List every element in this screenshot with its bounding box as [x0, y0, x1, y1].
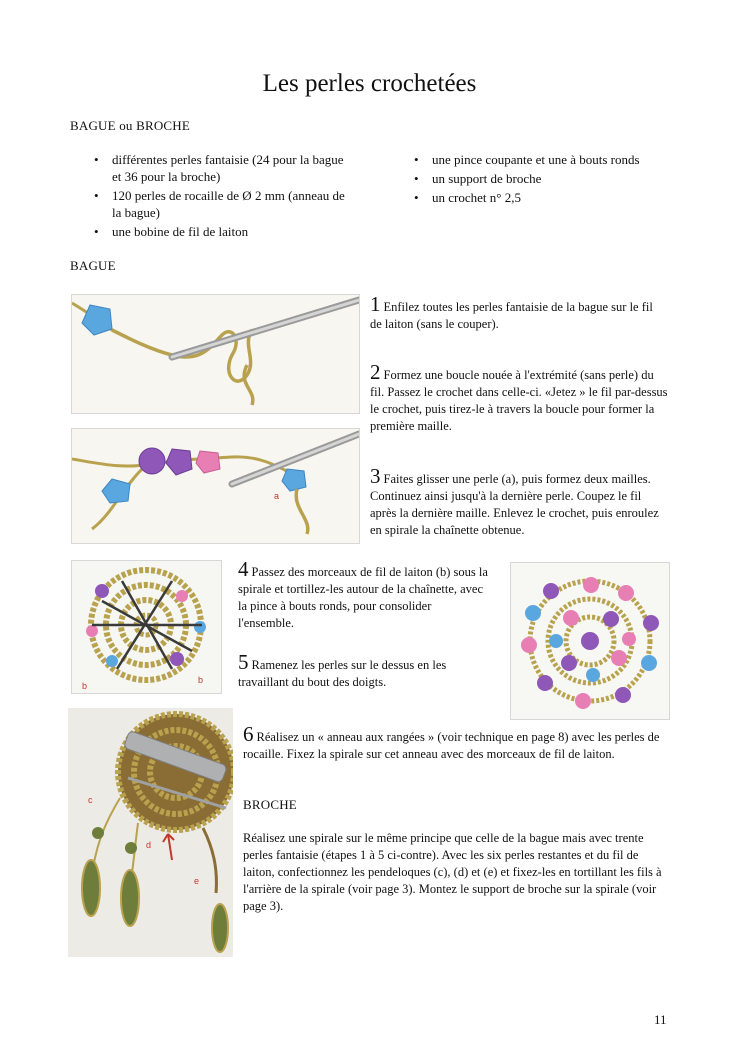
section-heading-broche: BROCHE	[243, 797, 297, 812]
label-a: a	[274, 491, 280, 501]
label-d: d	[146, 840, 152, 850]
step-number: 4	[238, 557, 249, 581]
figure-step-2-3	[71, 428, 360, 544]
step-text: Enfilez toutes les perles fantaisie de la bague sur le fil de laiton (sans le couper).	[370, 300, 653, 331]
step-text: Ramenez les perles sur le dessus en les travaillant du bout des doigts.	[238, 658, 447, 689]
step-number: 5	[238, 650, 249, 674]
figure-step-1	[71, 294, 360, 414]
step-number: 3	[370, 464, 381, 488]
material-item: • 120 perles de rocaille de Ø 2 mm (anneau de la bague)	[90, 187, 355, 221]
step-4	[238, 557, 488, 632]
label-b: b	[82, 681, 88, 691]
step-text: Passez des morceaux de fil de laiton (b) sous la spirale et tortillez-les autour de la chaînette, avec la pince à bouts ronds, pour consolider l'ensemble.	[238, 565, 488, 630]
figure-step-5	[510, 562, 670, 720]
step-3	[370, 464, 665, 539]
figure-broche	[68, 708, 233, 957]
label-e: e	[194, 876, 200, 886]
label-b: b	[198, 675, 204, 685]
step-5	[238, 650, 488, 691]
section-heading-bague: BAGUE	[70, 258, 116, 273]
section-heading-project: BAGUE ou BROCHE	[70, 118, 191, 133]
materials-list-right	[410, 151, 690, 208]
label-c: c	[88, 795, 93, 805]
material-item: • une pince coupante et une à bouts ronds	[410, 151, 690, 168]
step-number: 6	[243, 722, 254, 746]
step-1	[370, 292, 665, 333]
material-item: • un crochet n° 2,5	[410, 189, 690, 206]
step-text: Faites glisser une perle (a), puis formez deux mailles. Continuez ainsi jusqu'à la dernière perle. Coupez le fil après la dernière maille. Enlevez le crochet, puis enroulez en spirale la chaînette obtenue.	[370, 472, 659, 537]
step-text: Formez une boucle nouée à l'extrémité (sans perle) du fil. Passez le crochet dans celle-ci. «Jetez » le fil par-dessus le crochet, puis tirez-le à travers la boucle pour former la première maille.	[370, 368, 668, 433]
step-number: 2	[370, 360, 381, 384]
page-title: Les perles crochetées	[262, 70, 477, 97]
material-item: • différentes perles fantaisie (24 pour la bague et 36 pour la broche)	[90, 151, 355, 185]
step-6	[243, 722, 669, 763]
page-number: 11	[654, 1012, 667, 1027]
material-item: • une bobine de fil de laiton	[90, 223, 355, 240]
materials-list-left	[90, 151, 355, 242]
material-item: • un support de broche	[410, 170, 690, 187]
step-2	[370, 360, 668, 435]
step-number: 1	[370, 292, 381, 316]
step-text: Réalisez un « anneau aux rangées » (voir technique en page 8) avec les perles de rocaille. Fixez la spirale sur cet anneau avec des morceaux de fil de laiton.	[243, 730, 660, 761]
figure-step-4	[71, 560, 222, 694]
broche-instructions: Réalisez une spirale sur le même principe que celle de la bague mais avec trente perles fantaisie (étapes 1 à 5 ci-contre). Avec les six perles restantes et du fil de laiton, confectionnez les pendeloques (c), (d) et (e) et fixez-les en tortillant les fils à l'arrière de la spirale (voir page 3). Montez le support de broche sur la spirale (voir page 3).	[243, 831, 662, 913]
